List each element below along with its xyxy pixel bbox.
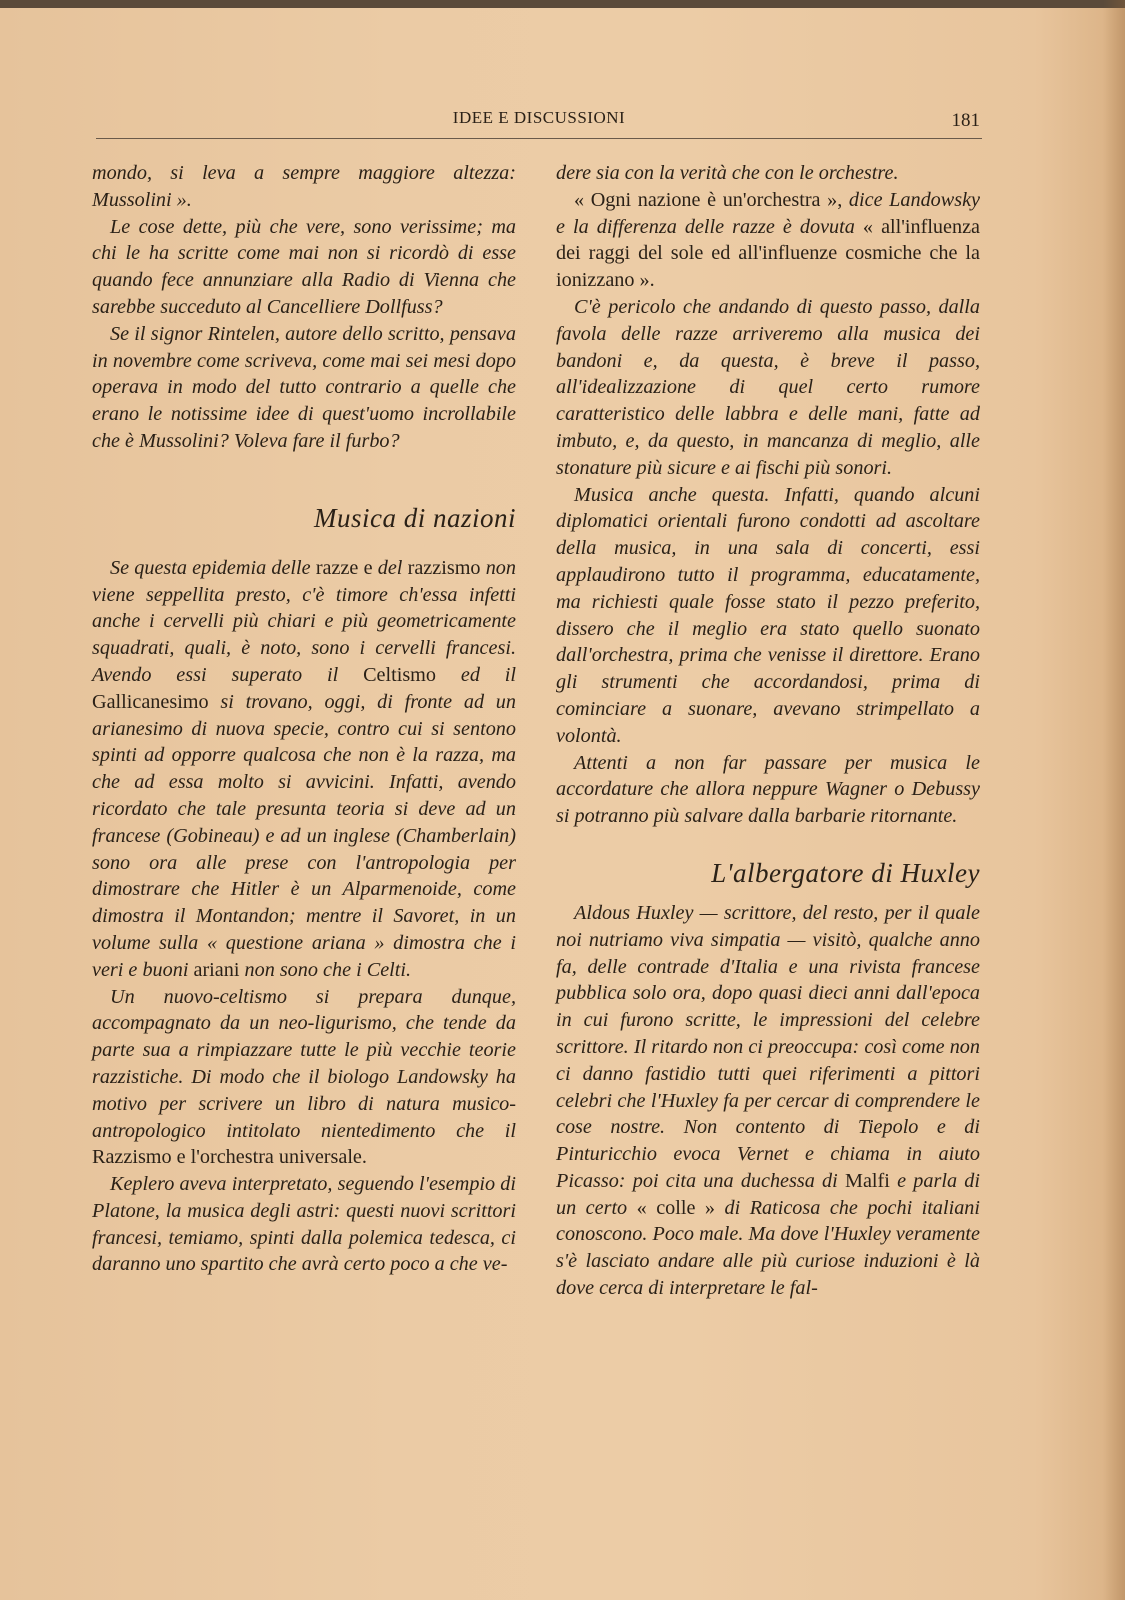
text-span: Aldous Huxley — scrittore, del resto, per il quale noi nutriamo viva simpatia — visitò, qualche anno fa, delle contrade d'Italia e una rivista francese pubblica solo ora, dopo quasi dieci anni dall'epoca in cui furono scritte, le impressioni del celebre scrittore. Il ritardo non ci preoccupa: così come non ci danno fastidio tutti quei riferimenti a pittori celebri che l'Huxley fa per cercar di comprendere le cose nostre. Non contento di Tiepolo e di Pinturicchio evoca Vernet e chiama in aiuto Picasso: poi cita una duchessa di xyxy=(556,901,980,1192)
paragraph: Keplero aveva interpretato, seguendo l'esempio di Platone, la musica degli astri: questi nuovi scrittori francesi, temiamo, spinti dalla polemica tedesca, ci daranno uno spartito che avrà certo poco a che ve- xyxy=(92,1173,516,1276)
text-span: non viene seppellita presto, c'è timore ch'essa infetti anche i cervelli più chiari e più geometricamente squadrati, quali, è noto, sono i cervelli francesi. Avendo essi superato il xyxy=(92,556,516,686)
roman-text: Razzismo e l'orchestra universale. xyxy=(92,1146,367,1169)
paragraph xyxy=(92,984,516,1172)
roman-text: Celtismo xyxy=(363,663,436,686)
text-span: dice Landowsky e la differenza delle razze è dovuta xyxy=(556,188,980,238)
paragraph: C'è pericolo che andando di questo passo, dalla favola delle razze arriveremo alla musica dei bandoni e, da questa, è breve il passo, all'idealizzazione di quel certo rumore caratteristico delle labbra e delle mani, fatte ad imbuto, e, da questo, in mancanza di meglio, alle stonature più sicure e ai fischi più sonori. xyxy=(556,295,980,479)
right-column xyxy=(556,160,980,1302)
paragraph: Le cose dette, più che vere, sono verissime; ma chi le ha scritte come mai non si ricordò di esse quando fece annunziare alla Radio di Vienna che sarebbe succeduto al Cancelliere Dollfuss? xyxy=(92,215,516,318)
paragraph xyxy=(556,900,980,1302)
paragraph: Musica anche questa. Infatti, quando alcuni diplomatici orientali furono condotti ad ascoltare della musica, in una sala di concerti, essi applaudirono tutto il programma, educatamente, ma richiesti quale fosse stato il pezzo preferito, dissero che il meglio era stato quello suonato dall'orchestra, prima che venisse il direttore. Erano gli strumenti che accordandosi, prima di cominciare a suonare, avevano strimpellato a volontà. xyxy=(556,483,980,747)
roman-text: razzismo xyxy=(407,556,481,579)
roman-text: ariani xyxy=(193,958,240,981)
page-header xyxy=(96,104,982,139)
paragraph xyxy=(556,187,980,294)
text-span: ed il xyxy=(435,663,517,686)
paragraph: mondo, si leva a sempre maggiore altezza: Mussolini ». xyxy=(92,162,516,211)
paragraph: Se il signor Rintelen, autore dello scritto, pensava in novembre come scriveva, come mai sei mesi dopo operava in modo del tutto contrario a quelle che erano le notissime idee di quest'uomo incrollabile che è Mussolini? Voleva fare il furbo? xyxy=(92,322,516,452)
text-span: non sono che i Celti. xyxy=(239,958,412,981)
roman-text: Malfi xyxy=(845,1169,890,1192)
page-number: 181 xyxy=(951,110,980,131)
left-column xyxy=(92,160,516,1278)
paragraph: Attenti a non far passare per musica le accordature che allora neppure Wagner o Debussy si potranno più salvare dalla barbarie ritornante. xyxy=(556,751,980,828)
roman-text: razze e xyxy=(315,556,373,579)
text-span: si trovano, oggi, di fronte ad un arianesimo di nuova specie, contro cui si sentono spinti ad opporre qualcosa che non è la razza, ma che ad essa molto si avvicini. Infatti, avendo ricordato che tale presunta teoria si deve ad un francese (Gobineau) e ad un inglese (Chamberlain) sono ora alle prese con l'antropologia per dimostrare che Hitler è un Alparmenoide, come dimostra il Montandon; mentre il Savoret, in un volume sulla « questione ariana » dimostra che i veri e buoni xyxy=(92,690,516,981)
text-span: Se questa epidemia delle xyxy=(110,556,316,579)
text-span: di Raticosa che pochi italiani conoscono. Poco male. Ma dove l'Huxley veramente s'è lasciato andare alle più curiose induzioni è là dove cerca di interpretare le fal- xyxy=(556,1196,980,1300)
section-heading-albergatore-di-huxley: L'albergatore di Huxley xyxy=(711,857,980,888)
running-head: IDEE E DISCUSSIONI xyxy=(452,108,626,127)
paragraph xyxy=(92,555,516,984)
paragraph: dere sia con la verità che con le orchestre. xyxy=(556,162,899,184)
text-span: del xyxy=(372,556,408,579)
roman-text: Gallicanesimo xyxy=(92,690,209,713)
text-span: e parla di un certo xyxy=(556,1169,980,1219)
section-heading-musica-di-nazioni: Musica di nazioni xyxy=(314,502,516,533)
roman-text: « all'influenza dei raggi del sole ed all'influenze cosmiche che la ionizzano ». xyxy=(556,215,980,292)
roman-text: « colle » xyxy=(636,1196,716,1219)
roman-text: « Ogni nazione è un'orchestra », xyxy=(574,188,849,211)
text-span: Un nuovo-celtismo si prepara dunque, accompagnato da un neo-ligurismo, che tende da parte sua a rimpiazzare tutte le più vecchie teorie razzistiche. Di modo che il biologo Landowsky ha motivo per scrivere un libro di natura musico-antropologico intitolato nientedimento che il xyxy=(92,985,516,1142)
